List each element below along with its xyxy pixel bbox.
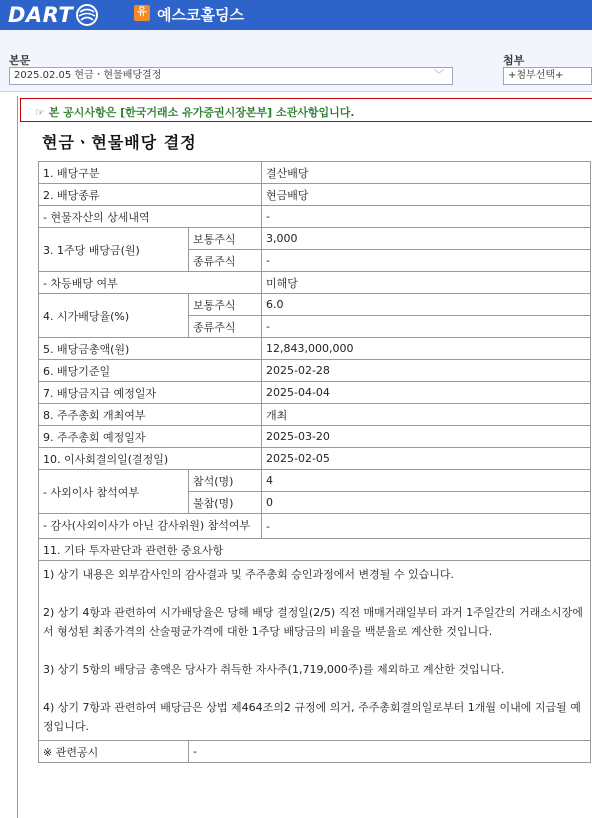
row-label: ※ 관련공시 (39, 741, 189, 763)
note-paragraph: 1) 상기 내용은 외부감사인의 감사결과 및 주주총회 승인과정에서 변경될 수 있습니다. (43, 568, 455, 581)
body-select-value: 2025.02.05 현금ㆍ현물배당결정 (14, 70, 162, 81)
row-value: 미해당 (262, 272, 591, 294)
jurisdiction-notice (20, 98, 592, 122)
table-row (39, 539, 591, 561)
row-value: 2025-04-04 (262, 382, 591, 404)
notes-cell (39, 561, 591, 741)
row-value: - (262, 316, 591, 338)
note-paragraph: 4) 상기 7항과 관련하여 배당금은 상법 제464조의2 규정에 의거, 주주총회결의일로부터 1개월 이내에 지급될 예정입니다. (43, 701, 581, 733)
attach-label: 첨부 (503, 54, 525, 67)
row-value: 2025-02-28 (262, 360, 591, 382)
row-sublabel: 종류주식 (189, 316, 262, 338)
row-value: 결산배당 (262, 162, 591, 184)
row-value: - (262, 250, 591, 272)
logo-text: DART (8, 3, 74, 27)
row-label: 5. 배당금총액(원) (39, 338, 262, 360)
table-row (39, 404, 591, 426)
report-toolbar (0, 30, 592, 92)
row-value: - (262, 514, 591, 539)
table-row (39, 514, 591, 539)
row-label: 1. 배당구분 (39, 162, 262, 184)
body-label: 본문 (9, 54, 31, 67)
table-row (39, 338, 591, 360)
row-label: 10. 이사회결의일(결정일) (39, 448, 262, 470)
market-badge-icon: 유 (134, 5, 150, 21)
table-row (39, 184, 591, 206)
table-row (39, 382, 591, 404)
table-row (39, 741, 591, 763)
dart-logo[interactable] (8, 2, 99, 28)
table-row (39, 561, 591, 741)
notice-text: ☞ 본 공시사항은 [한국거래소 유가증권시장본부] 소관사항입니다. (35, 106, 355, 119)
note-paragraph: 2) 상기 4항과 관련하여 시가배당율은 당해 배당 결정일(2/5) 직전 매매거래일부터 과거 1주일간의 거래소시장에서 형성된 최종가격의 산술평균가격에 대한 1주당 배당금의 비율을 백분율로 계산한 것입니다. (43, 606, 583, 638)
disclosure-document (17, 96, 592, 818)
row-value: 2025-03-20 (262, 426, 591, 448)
table-row (39, 162, 591, 184)
row-label: - 현물자산의 상세내역 (39, 206, 262, 228)
row-label: 8. 주주총회 개최여부 (39, 404, 262, 426)
note-paragraph: 3) 상기 5항의 배당금 총액은 당사가 취득한 자사주(1,719,000주)를 제외하고 계산한 것입니다. (43, 663, 505, 676)
row-label: - 사외이사 참석여부 (39, 470, 189, 514)
row-value: 6.0 (262, 294, 591, 316)
row-value: 개최 (262, 404, 591, 426)
row-sublabel: 참석(명) (189, 470, 262, 492)
dividend-table (38, 161, 591, 763)
chevron-down-icon: ﹀ (434, 70, 444, 81)
row-value: - (262, 206, 591, 228)
row-value: - (189, 741, 591, 763)
row-value: 12,843,000,000 (262, 338, 591, 360)
row-label: 4. 시가배당율(%) (39, 294, 189, 338)
table-row (39, 272, 591, 294)
table-row (39, 294, 591, 316)
table-row (39, 470, 591, 492)
table-row (39, 360, 591, 382)
row-label: - 감사(사외이사가 아닌 감사위원) 참석여부 (39, 514, 262, 539)
row-label: 7. 배당금지급 예정일자 (39, 382, 262, 404)
row-value: 4 (262, 470, 591, 492)
row-value: 2025-02-05 (262, 448, 591, 470)
table-row (39, 448, 591, 470)
row-sublabel: 종류주식 (189, 250, 262, 272)
logo-globe-icon (75, 3, 99, 27)
row-label: - 차등배당 여부 (39, 272, 262, 294)
row-sublabel: 보통주식 (189, 228, 262, 250)
document-title: 현금ㆍ현물배당 결정 (42, 133, 197, 152)
attach-select[interactable] (503, 67, 592, 85)
body-select[interactable] (9, 67, 453, 85)
row-value: 현금배당 (262, 184, 591, 206)
row-label: 9. 주주총회 예정일자 (39, 426, 262, 448)
row-value: 3,000 (262, 228, 591, 250)
company-name: 예스코홀딩스 (157, 6, 244, 24)
row-label: 6. 배당기준일 (39, 360, 262, 382)
attach-select-value: +첨부선택+ (508, 70, 564, 81)
top-bar (0, 0, 592, 30)
row-label: 11. 기타 투자판단과 관련한 중요사항 (39, 539, 591, 561)
row-label: 3. 1주당 배당금(원) (39, 228, 189, 272)
table-row (39, 206, 591, 228)
row-sublabel: 보통주식 (189, 294, 262, 316)
row-label: 2. 배당종류 (39, 184, 262, 206)
row-value: 0 (262, 492, 591, 514)
table-row (39, 426, 591, 448)
table-row (39, 228, 591, 250)
row-sublabel: 불참(명) (189, 492, 262, 514)
